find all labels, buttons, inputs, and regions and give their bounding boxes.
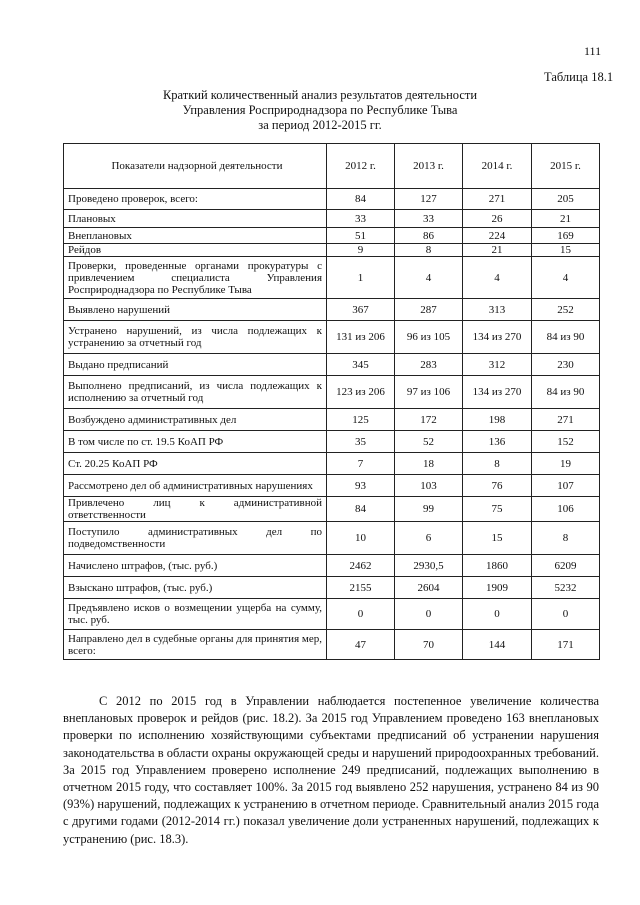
row-value-2012: 93 [327,475,395,497]
row-value-2013: 0 [395,599,463,630]
row-value-2012: 345 [327,354,395,376]
row-value-2012: 131 из 206 [327,321,395,354]
row-value-2015: 19 [532,453,600,475]
row-label: Возбуждено административных дел [64,409,327,431]
row-value-2013: 33 [395,210,463,228]
row-value-2013: 2930,5 [395,555,463,577]
column-header-2013: 2013 г. [395,144,463,189]
row-label: Ст. 20.25 КоАП РФ [64,453,327,475]
row-value-2015: 205 [532,189,600,210]
row-value-2014: 15 [463,522,532,555]
row-value-2013: 127 [395,189,463,210]
row-value-2012: 1 [327,257,395,299]
row-value-2014: 26 [463,210,532,228]
row-value-2015: 107 [532,475,600,497]
row-value-2014: 4 [463,257,532,299]
title-line: за период 2012-2015 гг. [258,118,382,132]
row-label: Проведено проверок, всего: [64,189,327,210]
row-value-2013: 103 [395,475,463,497]
row-value-2012: 123 из 206 [327,376,395,409]
row-value-2014: 312 [463,354,532,376]
table-row [64,630,600,660]
row-value-2013: 52 [395,431,463,453]
row-value-2013: 4 [395,257,463,299]
row-label: Направлено дел в судебные органы для принятия мер, всего: [64,630,327,660]
row-value-2012: 33 [327,210,395,228]
row-value-2015: 252 [532,299,600,321]
row-value-2015: 230 [532,354,600,376]
row-value-2013: 8 [395,244,463,257]
row-value-2012: 51 [327,228,395,244]
row-label: Поступило административных дел по подведомственности [64,522,327,555]
row-value-2012: 9 [327,244,395,257]
row-value-2012: 7 [327,453,395,475]
row-value-2013: 70 [395,630,463,660]
row-value-2015: 152 [532,431,600,453]
row-value-2015: 84 из 90 [532,376,600,409]
column-header-indicator: Показатели надзорной деятельности [64,144,327,189]
table-row [64,453,600,475]
row-value-2015: 6209 [532,555,600,577]
row-value-2015: 15 [532,244,600,257]
row-value-2013: 96 из 105 [395,321,463,354]
table-row [64,522,600,555]
row-label: Рейдов [64,244,327,257]
row-value-2014: 271 [463,189,532,210]
table-row [64,244,600,257]
row-value-2012: 367 [327,299,395,321]
page-number: 111 [584,44,602,58]
row-value-2013: 283 [395,354,463,376]
table-header-row [64,144,600,189]
row-value-2014: 1909 [463,577,532,599]
row-label: Плановых [64,210,327,228]
row-label: Выявлено нарушений [64,299,327,321]
row-value-2012: 84 [327,189,395,210]
row-value-2012: 10 [327,522,395,555]
table-row [64,321,600,354]
table-row [64,354,600,376]
row-value-2014: 134 из 270 [463,376,532,409]
row-value-2012: 2155 [327,577,395,599]
row-label: Рассмотрено дел об административных нарушениях [64,475,327,497]
row-value-2014: 1860 [463,555,532,577]
table-row [64,228,600,244]
row-value-2013: 172 [395,409,463,431]
row-label: Выдано предписаний [64,354,327,376]
row-value-2013: 99 [395,497,463,522]
table-row [64,599,600,630]
row-value-2013: 97 из 106 [395,376,463,409]
row-value-2014: 144 [463,630,532,660]
row-value-2013: 18 [395,453,463,475]
row-label: Привлечено лиц к административной ответственности [64,497,327,522]
row-value-2014: 75 [463,497,532,522]
row-value-2014: 21 [463,244,532,257]
row-value-2015: 5232 [532,577,600,599]
row-value-2012: 84 [327,497,395,522]
row-label: Начислено штрафов, (тыс. руб.) [64,555,327,577]
row-value-2012: 2462 [327,555,395,577]
table-title [110,88,530,133]
row-value-2014: 0 [463,599,532,630]
column-header-2015: 2015 г. [532,144,600,189]
row-value-2013: 6 [395,522,463,555]
table-row [64,376,600,409]
row-value-2012: 125 [327,409,395,431]
row-value-2015: 4 [532,257,600,299]
row-value-2015: 84 из 90 [532,321,600,354]
row-label: Проверки, проведенные органами прокуратуры с привлечением специалиста Управления Росприроднадзора по Республике Тыва [64,257,327,299]
row-value-2014: 134 из 270 [463,321,532,354]
table-row [64,409,600,431]
title-line: Краткий количественный анализ результатов деятельности [162,88,478,102]
row-value-2015: 8 [532,522,600,555]
row-value-2013: 86 [395,228,463,244]
body-paragraph: С 2012 по 2015 год в Управлении наблюдается постепенное увеличение количества внеплановых проверок и рейдов (рис. 18.2). За 2015 год Управлением проведено 163 внеплановых проверки по исполнению хозяйствующими субъектами предписаний об устранении нарушения законодательства в области охраны окружающей среды и нарушений природоохранных требований. За 2015 год Управлением проверено исполнение 249 предписаний, подлежащих выполнению в отчетном 2015 году, что составляет 100%. За 2015 год выявлено 252 нарушения, устранено 84 из 90 (93%) нарушений, подлежащих к устранению в отчетном периоде. Сравнительный анализ 2015 года с другими годами (2012-2014 гг.) показал увеличение доли устраненных нарушений, подлежащих к устранению (рис. 18.3). [63,694,599,846]
statistics-table [63,143,600,660]
row-value-2015: 21 [532,210,600,228]
row-label: В том числе по ст. 19.5 КоАП РФ [64,431,327,453]
table-row [64,577,600,599]
row-value-2015: 106 [532,497,600,522]
table-row [64,210,600,228]
row-value-2012: 35 [327,431,395,453]
row-label: Выполнено предписаний, из числа подлежащих к исполнению за отчетный год [64,376,327,409]
title-line: Управления Росприроднадзора по Республике Тыва [182,103,458,117]
row-value-2014: 224 [463,228,532,244]
row-label: Устранено нарушений, из числа подлежащих к устранению за отчетный год [64,321,327,354]
row-value-2014: 76 [463,475,532,497]
table-row [64,299,600,321]
table-row [64,189,600,210]
table-row [64,431,600,453]
row-value-2015: 171 [532,630,600,660]
row-label: Внеплановых [64,228,327,244]
row-value-2014: 136 [463,431,532,453]
table-row [64,497,600,522]
row-value-2015: 0 [532,599,600,630]
row-value-2012: 0 [327,599,395,630]
row-value-2014: 8 [463,453,532,475]
row-value-2012: 47 [327,630,395,660]
row-label: Взыскано штрафов, (тыс. руб.) [64,577,327,599]
row-value-2015: 271 [532,409,600,431]
row-value-2013: 287 [395,299,463,321]
table-row [64,475,600,497]
row-value-2014: 313 [463,299,532,321]
row-value-2013: 2604 [395,577,463,599]
table-body [64,189,600,660]
column-header-2014: 2014 г. [463,144,532,189]
column-header-2012: 2012 г. [327,144,395,189]
table-row [64,555,600,577]
table-row [64,257,600,299]
row-value-2014: 198 [463,409,532,431]
row-label: Предъявлено исков о возмещении ущерба на сумму, тыс. руб. [64,599,327,630]
table-label: Таблица 18.1 [544,70,614,84]
row-value-2015: 169 [532,228,600,244]
